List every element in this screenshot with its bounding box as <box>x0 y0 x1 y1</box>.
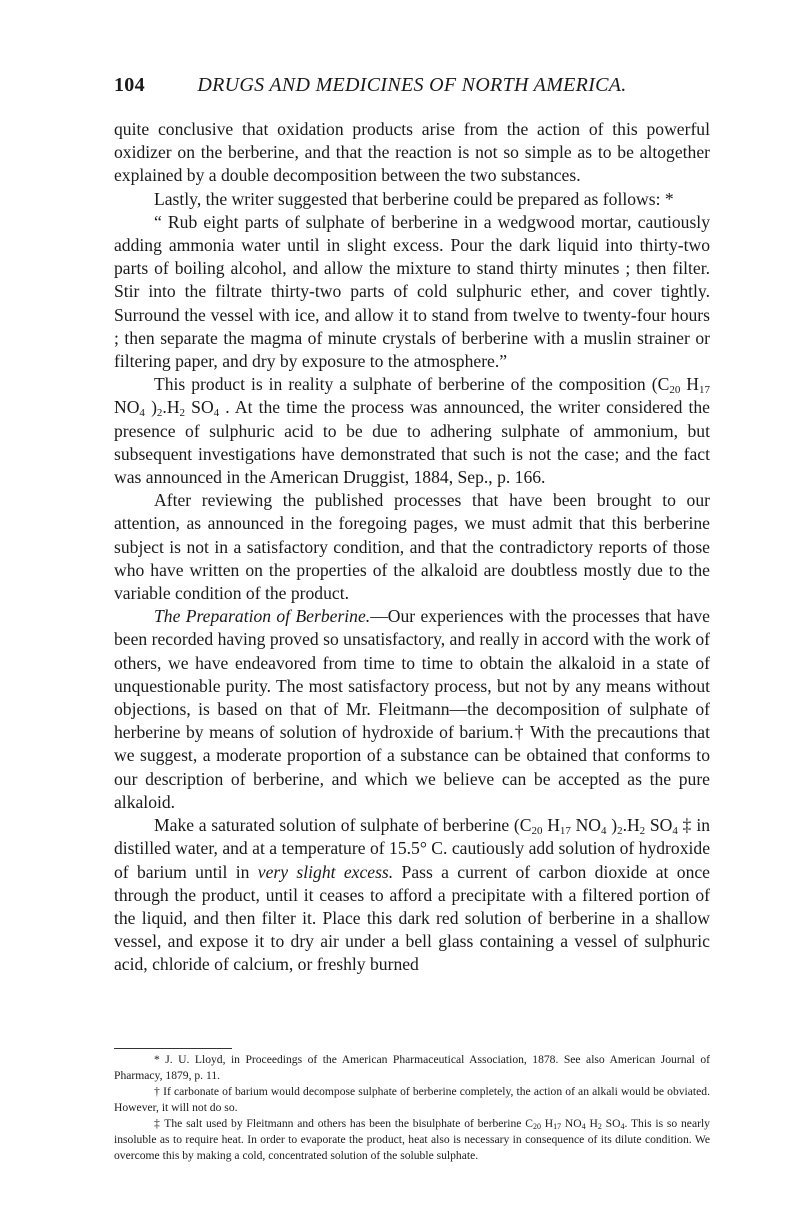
paragraph-4: This product is in reality a sulphate of berberine of the composition ($C_{20}$ $H_{17}$ $NO_4$ )$_2.H_2$ $SO_4$ . At the time the process was announced, the writer considered the presence of sulphuric acid to be due to adhering sulphate of ammonium, but subsequent investigations have demonstrated that such is not the case; and the fact was announced in the American Druggist, 1884, Sep., p. 166. <box>114 374 711 488</box>
paragraph-5: After reviewing the published processes that have been brought to our attention, as announced in the foregoing pages, we must admit that this berberine subject is not in a satisfactory condition, and that the contradictory reports of those who have written on the properties of the alkaloid are doubtless mostly due to the variable condition of the product. <box>114 490 710 604</box>
paragraph-2: Lastly, the writer suggested that berberine could be prepared as follows: * <box>154 188 674 209</box>
footnote-1: * J. U. Lloyd, in Proceedings of the American Pharmaceutical Association, 1878. See also American Journal of Pharmacy, 1879, p. 11. <box>114 1053 710 1082</box>
berberine-sulphate-formula-2: ($C_{20}$ $H_{17}$ $NO_4$ )$_2.H_2$ $SO_4$ <box>513 815 678 838</box>
footnotes <box>114 1052 710 1164</box>
running-title: DRUGS AND MEDICINES OF NORTH AMERICA. <box>197 74 627 96</box>
paragraph-4-intro: This product is in reality a sulphate of berberine of the composition <box>154 374 646 395</box>
footnote-divider <box>114 1048 232 1049</box>
paragraph-7-intro: Make a saturated solution of sulphate of berberine <box>154 815 510 836</box>
paragraph-4-body: At the time the process was announced, the writer considered the presence of sulphuric acid to be due to adhering sulphate of ammonium, but subsequent investigations have demonstrated that such is not the case; and the fact was announced in the American Druggist, 1884, Sep., p. 166. <box>114 397 710 488</box>
paragraph-6-body: —Our experiences with the processes that have been recorded having proved so unsatisfactory, and really in accord with the work of others, we have endeavored from time to time to obtain the alkaloid in a state of unquestionable purity. The most satisfactory process, but not by any means without objections, is based on that of Mr. Fleitmann—the decomposition of sulphate of herberine by means of solution of hydroxide of barium.† With the precautions that we suggest, a moderate proportion of a substance can be obtained that conforms to our description of berberine, and which we believe can be accepted as the pure alkaloid. <box>114 606 710 812</box>
bisulphate-formula: $C_{20}$ $H_{17}$ $NO_4$ $H_2$ $SO_4$. <box>525 1117 628 1131</box>
page-number: 104 <box>114 74 145 96</box>
section-heading: The Preparation of Berberine. <box>154 606 371 627</box>
footnote-marker-double-dagger: ‡ <box>682 815 692 836</box>
paragraph-7: Make a saturated solution of sulphate of berberine ($C_{20}$ $H_{17}$ $NO_4$ )$_2.H_2$ $SO_4$ ‡ in distilled water, and at a temperature of 15.5° C. cautiously add solution of hydroxide of barium until in very slight excess. Pass a current of carbon dioxide at once through the product, until it ceases to afford a precipitate with a filtered portion of the liquid, and then filter it. Place this dark red solution of berberine in a shallow vessel, and expose it to dry air under a bell glass containing a vessel of sulphuric acid, chloride of calcium, or freshly burned <box>114 815 710 975</box>
paragraph-6 <box>114 605 710 814</box>
page-header <box>114 74 710 104</box>
body-text <box>114 118 710 977</box>
paragraph-3-quote: “ Rub eight parts of sulphate of berberine in a wedgwood mortar, cautiously adding ammonia water until in slight excess. Pour the dark liquid into thirty-two parts of boiling alcohol, and allow the mixture to stand thirty minutes ; then filter. Stir into the filtrate thirty-two parts of cold sulphuric ether, and cover tightly. Surround the vessel with ice, and allow it to stand from twelve to twenty-four hours ; then separate the magma of minute crystals of berberine with a muslin strainer or filtering paper, and dry by exposure to the atmosphere.” <box>114 211 710 372</box>
footnote-3: ‡ The salt used by Fleitmann and others has been the bisulphate of berberine $C_{20}$ $H_{17}$ $NO_4$ $H_2$ $SO_4$. This is so nearly insoluble as to require heat. In order to evaporate the product, heat also is necessary in consequence of its dilute condition. We overcome this by making a cold, concentrated solution of the soluble sulphate. <box>114 1117 710 1162</box>
footnote-2: † If carbonate of barium would decompose sulphate of berberine completely, the action of an alkali would be obviated. However, it will not do so. <box>114 1085 710 1114</box>
berberine-sulphate-formula: ($C_{20}$ $H_{17}$ $NO_4$ )$_2.H_2$ $SO_4$ <box>114 374 711 420</box>
paragraph-1: quite conclusive that oxidation products arise from the action of this powerful oxidizer on the berberine, and that the reaction is not so simple as to be altogether explained by a double decomposition between the two substances. <box>114 119 710 186</box>
emphasis-very-slight-excess: very slight excess. <box>257 861 394 882</box>
